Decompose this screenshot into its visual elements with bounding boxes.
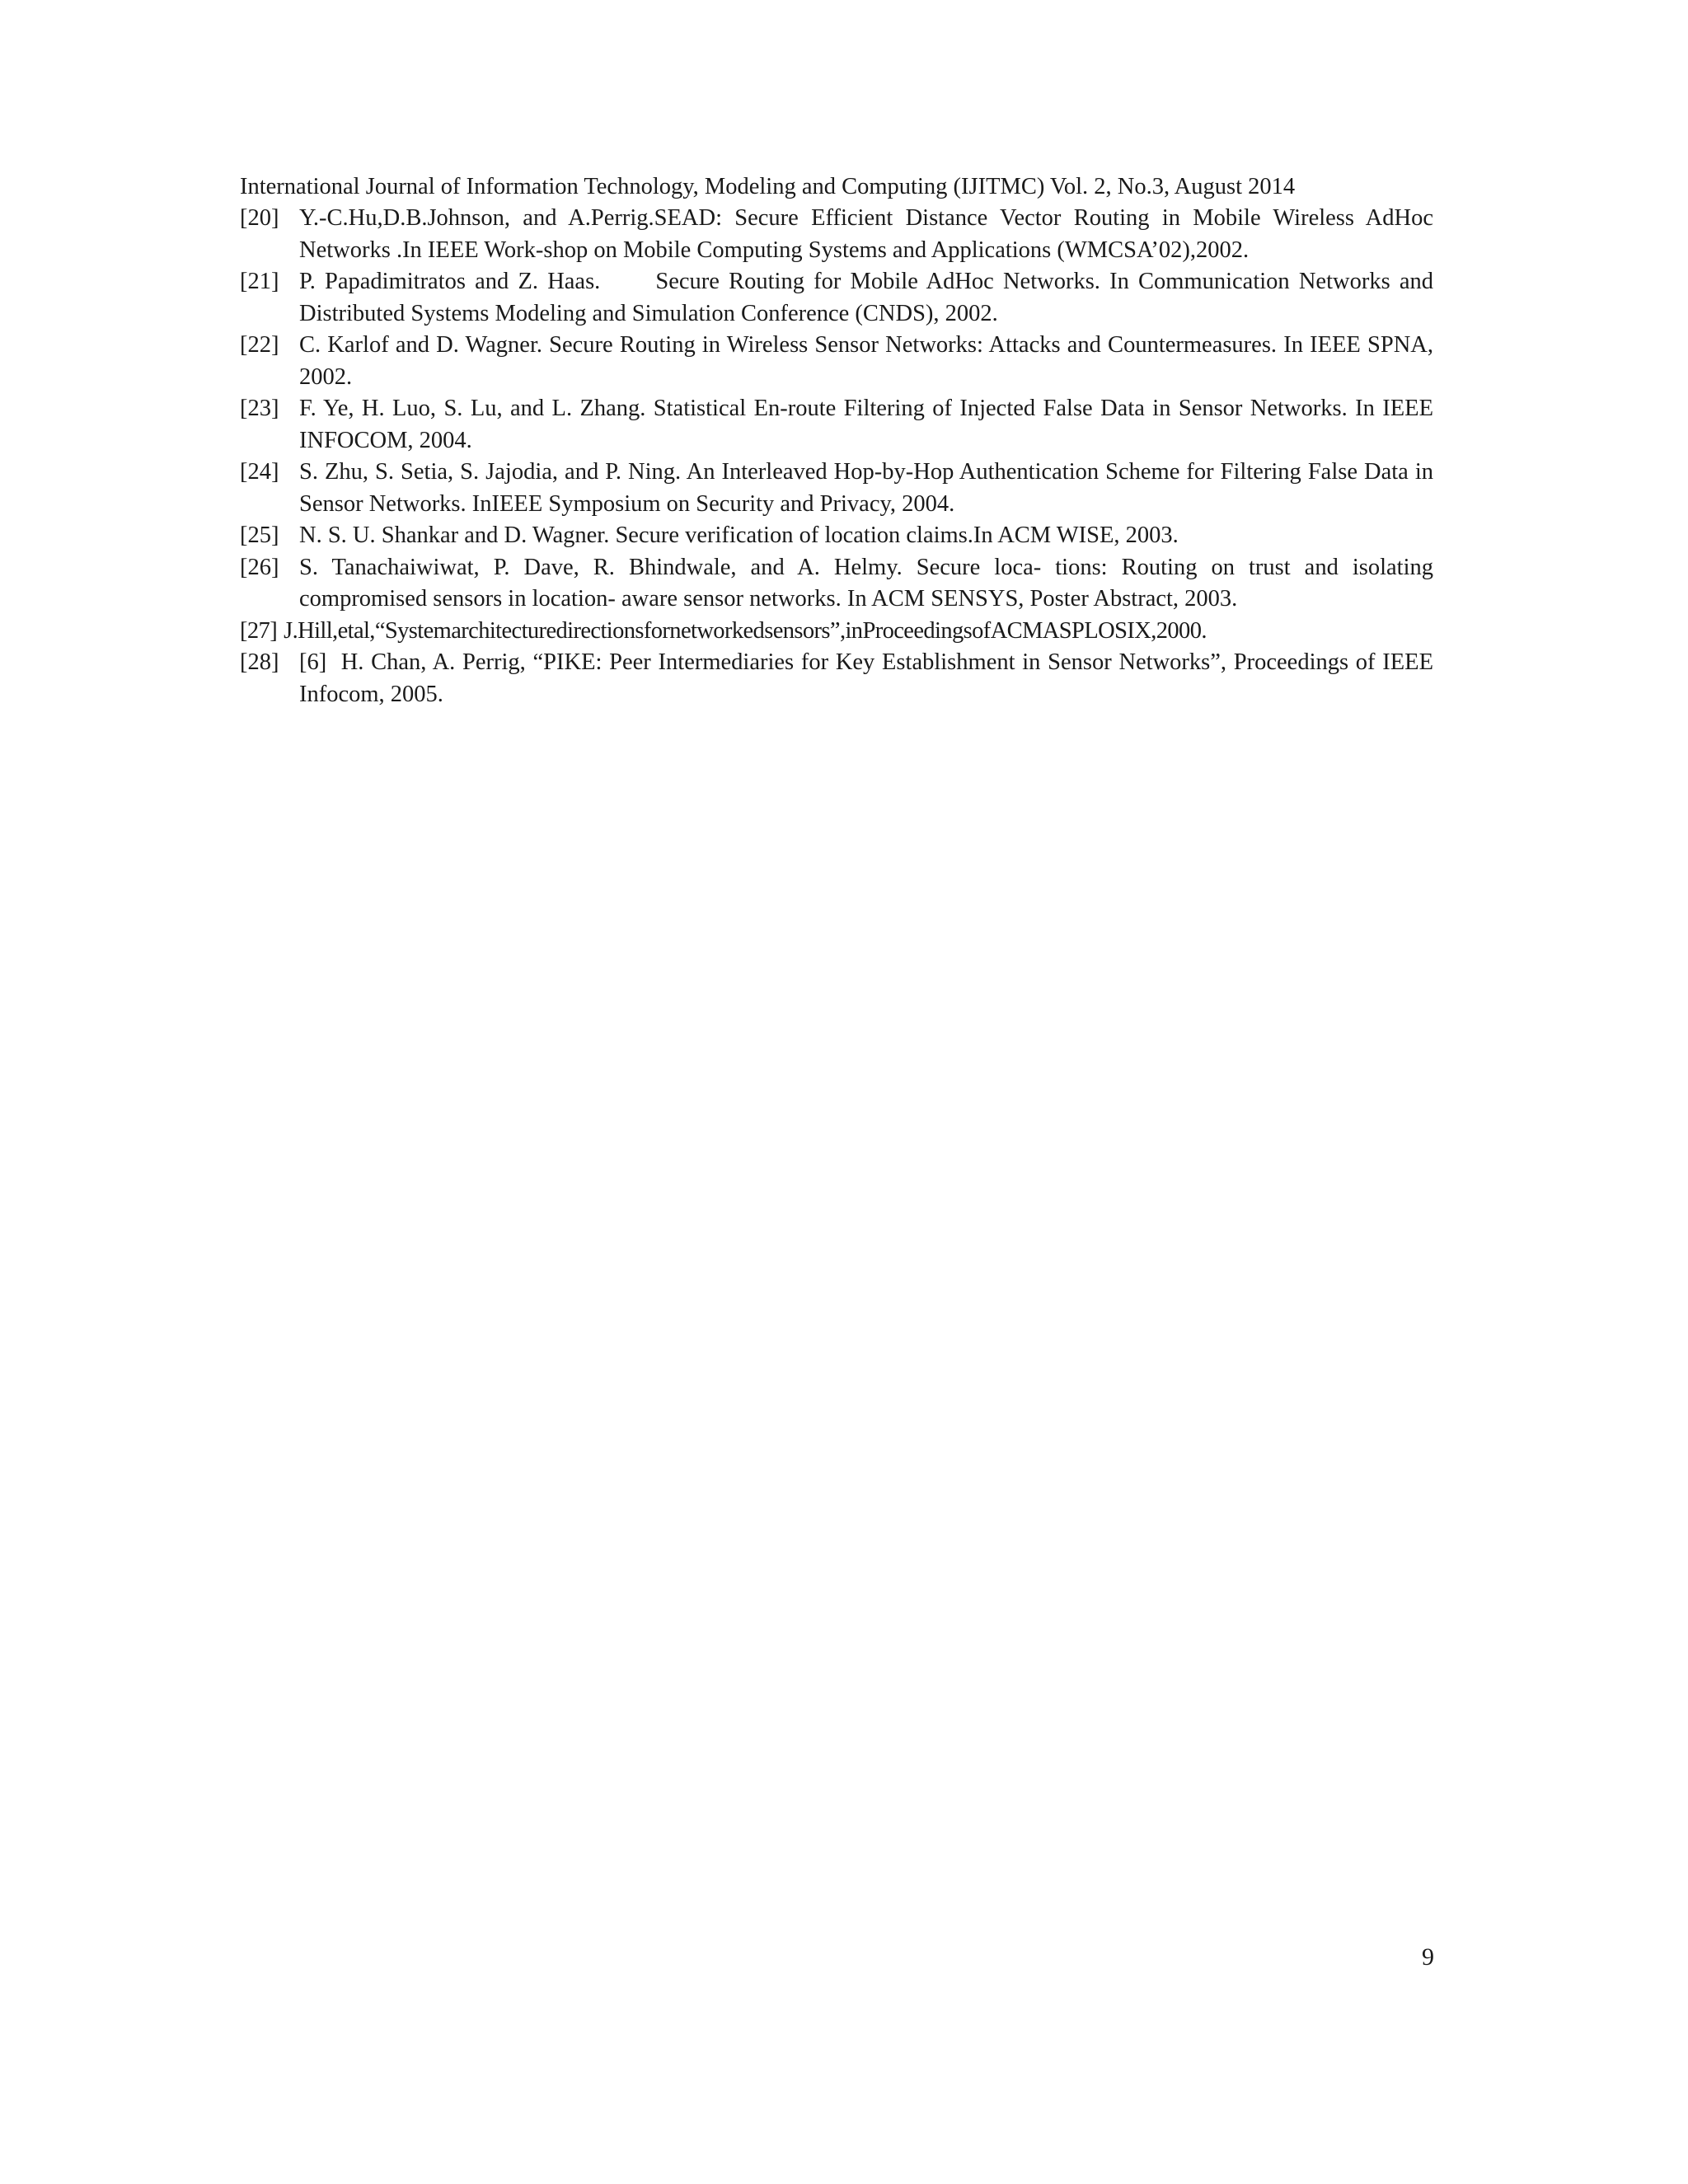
reference-item	[240, 552, 1433, 616]
reference-number: [28]	[240, 649, 279, 675]
reference-text: P. Papadimitratos and Z. Haas. Secure Routing for Mobile AdHoc Networks. In Communication Networks and Distributed Systems Modeling and Simulation Conference (CNDS), 2002.	[299, 269, 1440, 326]
page-number: 9	[1422, 1943, 1434, 1971]
reference-number: [27]	[240, 617, 278, 644]
reference-text: [6] H. Chan, A. Perrig, “PIKE: Peer Intermediaries for Key Establishment in Sensor Networks”, Proceedings of IEEE Infocom, 2005.	[299, 649, 1440, 707]
reference-item	[240, 203, 1433, 266]
reference-number: [20]	[240, 205, 279, 231]
reference-item	[240, 616, 1433, 648]
reference-number: [25]	[240, 523, 279, 548]
reference-text: C. Karlof and D. Wagner. Secure Routing in Wireless Sensor Networks: Attacks and Countermeasures. In IEEE SPNA, 2002.	[299, 332, 1433, 390]
reference-list	[240, 203, 1440, 710]
reference-number: [21]	[240, 269, 279, 294]
reference-number: [26]	[240, 554, 279, 580]
reference-text: N. S. U. Shankar and D. Wagner. Secure verification of location claims.In ACM WISE, 2003.	[299, 523, 1179, 548]
reference-text: S. Tanachaiwiwat, P. Dave, R. Bhindwale, and A. Helmy. Secure loca- tions: Routing on trust and isolating compromised sensors in location- aware sensor networks. In ACM SENSYS, Poster Abstract, 2003.	[299, 554, 1433, 612]
reference-number: [23]	[240, 396, 279, 421]
reference-text: S. Zhu, S. Setia, S. Jajodia, and P. Ning. An Interleaved Hop-by-Hop Authentication Scheme for Filtering False Data in Sensor Networks. InIEEE Symposium on Security and Privacy, 2004.	[299, 459, 1433, 517]
reference-number: [24]	[240, 459, 279, 485]
running-header: International Journal of Information Technology, Modeling and Computing (IJITMC) Vol. 2, No.3, August 2014	[240, 174, 1296, 199]
reference-item	[240, 266, 1440, 330]
reference-item	[240, 457, 1433, 520]
reference-item	[240, 520, 1433, 552]
reference-number: [22]	[240, 332, 279, 358]
reference-item	[240, 393, 1433, 457]
reference-text: J.Hill,etal,“Systemarchitecturedirectionsfornetworkedsensors”,inProceedingsofACMASPLOSIX,2000.	[284, 617, 1207, 644]
reference-item	[240, 647, 1440, 710]
reference-text: Y.-C.Hu,D.B.Johnson, and A.Perrig.SEAD: Secure Efficient Distance Vector Routing in Mobile Wireless AdHoc Networks .In IEEE Work-shop on Mobile Computing Systems and Applications (WMCSA’02),2002.	[299, 205, 1433, 263]
reference-text: F. Ye, H. Luo, S. Lu, and L. Zhang. Statistical En-route Filtering of Injected False Data in Sensor Networks. In IEEE INFOCOM, 2004.	[299, 396, 1433, 453]
reference-item	[240, 330, 1433, 393]
